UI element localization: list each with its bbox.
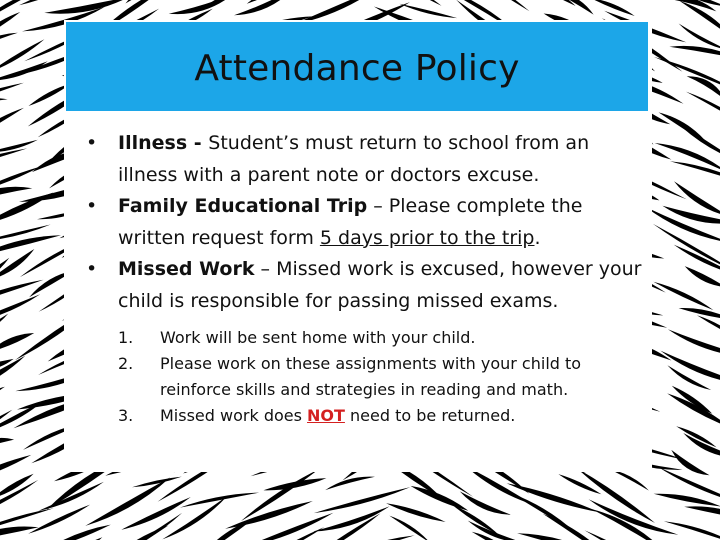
bullet-separator: – xyxy=(254,258,277,280)
sublist-number: 2. xyxy=(118,354,134,373)
sublist-text: Missed work does xyxy=(160,406,308,425)
sublist-text: Work will be sent home with your child. xyxy=(160,328,476,347)
bullet-heading: Missed Work xyxy=(118,258,255,280)
slide-title: Attendance Policy xyxy=(194,48,520,89)
bullet-separator: – xyxy=(367,195,389,217)
bullet-text: Missed work is excused, however your child is responsible for passing missed exams. xyxy=(118,258,642,312)
bullet-dot-icon: • xyxy=(86,195,98,217)
sublist-number: 3. xyxy=(118,406,134,425)
bullet-family-trip xyxy=(84,191,644,254)
bullet-missed-work xyxy=(84,254,644,317)
slide-body xyxy=(84,128,644,429)
sublist-item xyxy=(118,403,644,429)
bullet-text: Student’s must return to school from an illness with a parent note or doctors excuse. xyxy=(118,132,590,186)
bullet-dot-icon: • xyxy=(86,132,98,154)
bullet-dot-icon: • xyxy=(86,258,98,280)
bullet-illness xyxy=(84,128,644,191)
slide-content-card xyxy=(64,20,652,472)
sublist-item xyxy=(118,325,644,351)
bullet-heading: Family Educational Trip xyxy=(118,195,368,217)
sublist-item xyxy=(118,351,644,403)
emphasis-not: NOT xyxy=(307,406,345,425)
sublist-text: Please work on these assignments with your child to reinforce skills and strategies in reading and math. xyxy=(160,354,582,399)
bullet-separator: - xyxy=(187,132,209,154)
bullet-text: Please complete the written request form xyxy=(118,195,583,249)
title-bar xyxy=(66,22,648,111)
bullet-underlined-text: 5 days prior to the trip xyxy=(319,226,535,249)
bullet-heading: Illness xyxy=(118,132,188,154)
sublist-number: 1. xyxy=(118,328,134,347)
missed-work-sublist xyxy=(84,325,644,429)
sublist-text-end: need to be returned. xyxy=(344,406,516,425)
bullet-text-end: . xyxy=(534,226,541,249)
